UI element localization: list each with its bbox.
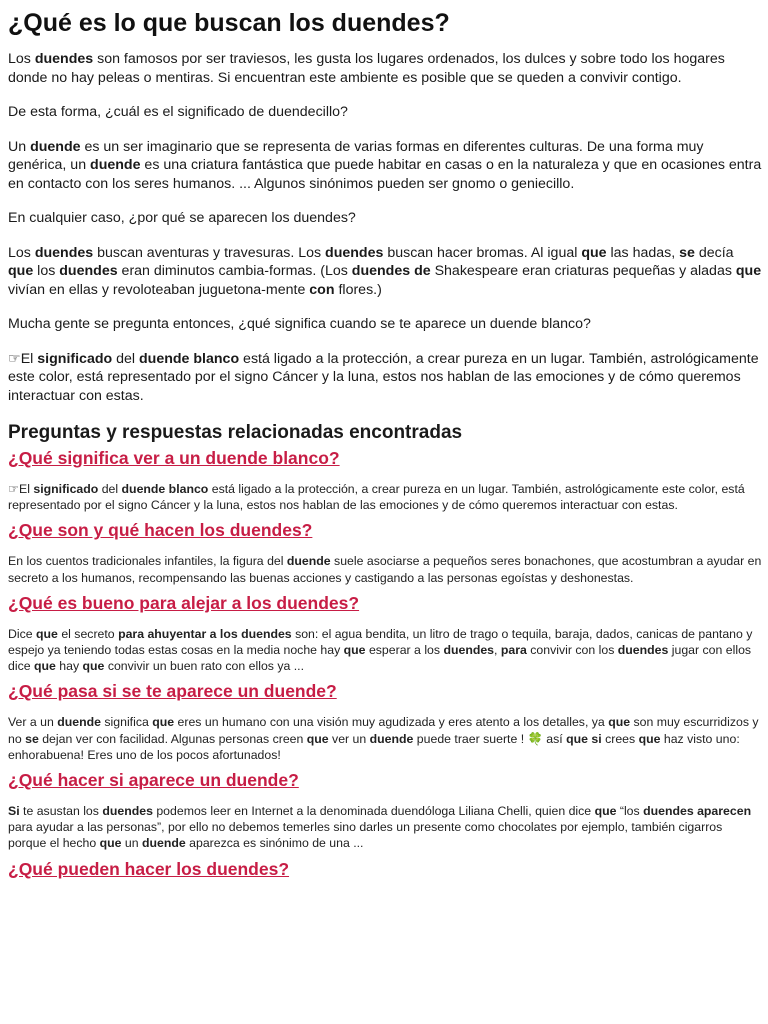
bold-text: se [25,731,39,746]
answer-text [8,553,762,585]
question-link[interactable]: ¿Qué significa ver a un duende blanco? [8,448,340,468]
qa-item [8,519,762,585]
text-run: aparezca es sinónimo de una ... [185,836,364,851]
bold-text: con [309,281,335,298]
bold-text: que [735,263,762,279]
text-run: son muy escurridizos y no [8,715,759,746]
bold-text: si [587,731,602,746]
text-run: puede traer suerte ! 🍀 así [413,731,567,746]
text-run: jugar con ellos dice [8,643,752,674]
text-run: un [121,836,143,851]
bold-text: que [306,731,329,746]
intro-section [8,50,762,405]
text-run: Shakespeare eran criaturas pequeñas y aladas [430,263,736,279]
text-run: dejan ver con facilidad. Algunas personas creen [38,731,307,746]
bold-text: significado [33,482,99,496]
text-run: del [98,482,122,496]
qa-item [8,858,762,892]
bold-text: duendes [59,263,118,279]
text-run: eran diminutos cambia-formas. (Los [117,263,352,279]
text-run: , [494,643,501,658]
text-run: decía [694,244,734,261]
text-run: flores.) [334,281,382,298]
text-run: eres un humano con una visión muy agudizada y eres atento a los detalles, ya [174,715,609,730]
bold-text: que [152,715,175,730]
text-run: Dice [8,626,37,641]
text-run: convivir con los [526,643,618,658]
text-run: el secreto [57,626,119,641]
question-link[interactable]: ¿Qué hacer si aparece un duende? [8,770,299,791]
text-run: “los [616,804,644,819]
bold-text: que [343,643,366,658]
bold-text: duende blanco [139,350,240,367]
text-run: podemos leer en Internet a la denominada duendóloga Liliana Chelli, quien dice [152,804,595,819]
text-run: del [112,350,139,367]
bold-text: duendes [34,244,94,261]
answer-text [8,481,762,513]
answer-text [8,803,762,852]
text-run: para ayudar a las personas”, por ello no debemos temerles sino darles un presente como chocolates por ejemplo, también cigarros porque el hecho [8,820,723,851]
text-run: haz visto uno: enhorabuena! Eres uno de los pocos afortunados! [8,731,740,762]
answer-text [8,626,762,675]
bold-text: que [608,715,631,730]
qa-item [8,592,762,675]
bold-text: Si [8,804,20,819]
bold-text: duendes de [351,263,431,279]
bold-text: se [679,244,695,261]
question-link[interactable]: ¿Que son y qué hacen los duendes? [8,520,313,541]
text-run: son famosos por ser traviesos, les gusta los lugares ordenados, los dulces y sobre todo los hogares donde no hay peleas o mentiras. Si encuentran este ambiente es posible que se queden a convivir contigo. [8,51,725,86]
related-questions-heading: Preguntas y respuestas relacionadas encontradas [8,422,463,443]
text-run: está ligado a la protección, a crear pureza en un lugar. También, astrológicamente este color, está representado por el signo Cáncer y la luna, estos nos hablan de las emociones y de cómo queremos interactuar con estas. [8,482,745,513]
intro-paragraph [8,244,762,300]
text-run: es un ser imaginario que se representa de varias formas en diferentes culturas. De una forma muy genérica, un [8,138,704,173]
bold-text: que [33,659,56,674]
bold-text: duende [57,715,101,730]
bold-text: para [500,643,527,658]
text-run: buscan hacer bromas. Al igual [383,244,582,261]
bold-text: duendes [102,804,153,819]
page-title: ¿Qué es lo que buscan los duendes? [8,9,450,37]
bold-text: duende [90,157,141,173]
bold-text: para ahuyentar a los duendes [118,626,292,641]
text-run: ver un [328,731,370,746]
bold-text: duende [369,731,414,746]
text-run: Mucha gente se pregunta entonces, ¿qué significa cuando se te aparece un duende blanco? [8,316,591,332]
intro-paragraph [8,103,762,122]
bold-text: que [566,731,588,746]
text-run: Los [8,244,35,261]
bold-text: duendes [325,244,384,261]
text-run: Los [8,51,35,67]
bold-text: duendes [443,643,495,658]
text-run: suele asociarse a pequeños seres bonachones, que acostumbran a ayudar en secreto a los humanos, recompensando las buenas acciones y castigando a las personas egoístas y deshonestas. [8,554,762,585]
qa-item [8,769,762,852]
intro-paragraph [8,138,762,194]
text-run: Un [8,138,31,155]
bold-text: significado [37,350,113,367]
bold-text: duendes aparecen [643,804,752,819]
text-run: es una criatura fantástica que puede habitar en casas o en la naturaleza y que en ocasiones entra en contacto con los seres humanos. ... Algunos sinónimos pueden ser gnomo o geniecillo. [8,157,762,192]
related-questions-list [8,447,762,892]
bold-text: que [638,731,661,746]
text-run: ☞El [8,350,38,367]
text-run: En cualquier caso, ¿por qué se aparecen los duendes? [8,210,356,226]
bold-text: duende blanco [121,482,209,496]
text-run: son: el agua bendita, un litro de trago o tequila, baraja, dados, canicas de pantano y espejo ya teniendo todas estas cosas en la media noche hay [8,626,753,658]
intro-paragraph [8,315,762,334]
bold-text: que [8,263,34,279]
text-run: las hadas, [606,244,680,261]
text-run: está ligado a la protección, a crear pureza en un lugar. También, astrológicamente este color, está representado por el signo Cáncer y la luna, estos nos hablan de las emociones y de cómo queremos interactuar con estas. [8,350,759,404]
intro-paragraph [8,50,762,87]
intro-paragraph [8,350,762,406]
text-run: convivir un buen rato con ellos ya ... [104,659,304,674]
text-run: De esta forma, ¿cuál es el significado de duendecillo? [8,104,348,120]
bold-text: duendes [617,643,669,658]
question-link[interactable]: ¿Qué pasa si se te aparece un duende? [8,681,337,702]
qa-item [8,447,762,513]
text-run: En los cuentos tradicionales infantiles, la figura del [8,554,287,569]
text-run: crees [601,731,639,746]
bold-text: que [99,836,122,851]
text-run: buscan aventuras y travesuras. Los [93,244,326,261]
bold-text: que [36,626,58,641]
text-run: los [33,263,60,279]
bold-text: que [581,244,607,261]
text-run: hay [55,659,83,674]
intro-paragraph [8,209,762,228]
bold-text: que [82,659,105,674]
question-link[interactable]: ¿Qué pueden hacer los duendes? [8,858,290,879]
bold-text: que [594,804,617,819]
answer-text [8,714,762,763]
text-run: te asustan los [19,804,103,819]
text-run: vivían en ellas y revoloteaban juguetona-mente [8,281,310,298]
bold-text: duende [142,836,186,851]
bold-text: duende [286,554,331,569]
bold-text: duendes [34,51,94,67]
text-run: Ver a un [8,715,58,730]
qa-item [8,680,762,763]
bold-text: duende [30,138,81,155]
text-run: significa [100,715,153,730]
text-run: esperar a los [365,643,444,658]
question-link[interactable]: ¿Qué es bueno para alejar a los duendes? [8,592,360,613]
text-run: ☞El [8,482,34,496]
article [8,0,762,892]
